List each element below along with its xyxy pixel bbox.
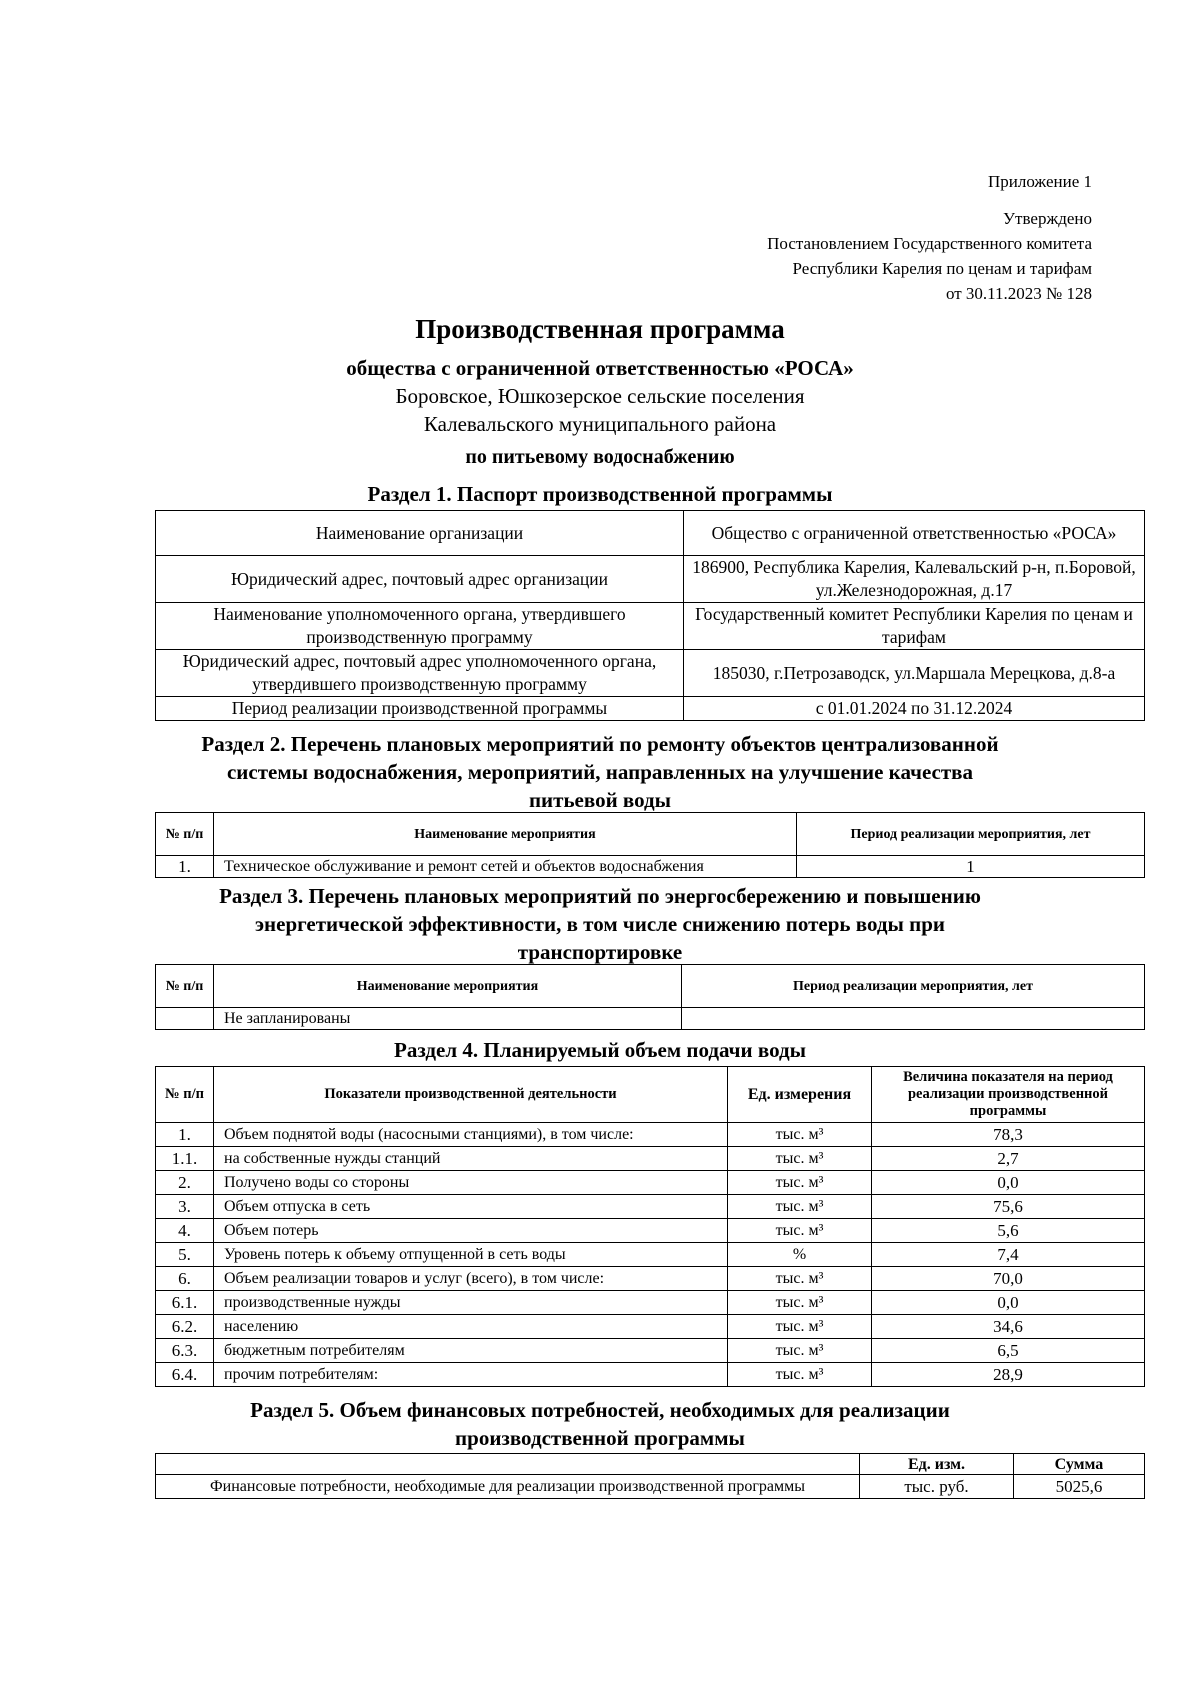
section5-table bbox=[155, 1453, 1145, 1499]
table-cell: тыс. м³ bbox=[728, 1267, 872, 1291]
table-cell: 75,6 bbox=[872, 1195, 1145, 1219]
table-cell: 6.4. bbox=[156, 1363, 214, 1387]
table-cell: 6.1. bbox=[156, 1291, 214, 1315]
table-cell: тыс. м³ bbox=[728, 1363, 872, 1387]
column-header-name: Показатели производственной деятельности bbox=[214, 1067, 728, 1123]
table-header-row bbox=[156, 1454, 1145, 1475]
approval-line: Утверждено bbox=[1003, 209, 1092, 228]
table-cell: 28,9 bbox=[872, 1363, 1145, 1387]
table-cell: 6.3. bbox=[156, 1339, 214, 1363]
table-row bbox=[156, 1195, 1145, 1219]
table-row bbox=[156, 1363, 1145, 1387]
table-cell: 1.1. bbox=[156, 1147, 214, 1171]
location-block bbox=[0, 382, 1200, 438]
table-row bbox=[156, 1339, 1145, 1363]
table-row bbox=[156, 1008, 1145, 1030]
section4-table bbox=[155, 1066, 1145, 1387]
column-header-unit: Ед. измерения bbox=[728, 1067, 872, 1123]
table-cell bbox=[156, 1008, 214, 1030]
table-cell: Наименование уполномоченного органа, утвердившего производственную программу bbox=[156, 603, 684, 650]
table-cell: 2. bbox=[156, 1171, 214, 1195]
table-cell: 185030, г.Петрозаводск, ул.Маршала Мерецкова, д.8-а bbox=[684, 650, 1145, 697]
table-header-row bbox=[156, 813, 1145, 856]
column-header-period: Период реализации мероприятия, лет bbox=[682, 965, 1145, 1008]
column-header-num: № п/п bbox=[156, 1067, 214, 1123]
table-cell: 6. bbox=[156, 1267, 214, 1291]
approval-line: Республики Карелия по ценам и тарифам bbox=[792, 259, 1092, 278]
column-header-period: Период реализации мероприятия, лет bbox=[797, 813, 1145, 856]
table-cell: 4. bbox=[156, 1219, 214, 1243]
section3-table bbox=[155, 964, 1145, 1030]
table-cell: 3. bbox=[156, 1195, 214, 1219]
table-cell: 78,3 bbox=[872, 1123, 1145, 1147]
section5-heading: Раздел 5. Объем финансовых потребностей, необходимых для реализации производственной программы bbox=[250, 1398, 950, 1450]
table-cell: Объем реализации товаров и услуг (всего), в том числе: bbox=[214, 1267, 728, 1291]
column-header-sum: Сумма bbox=[1014, 1454, 1145, 1475]
approval-line: Постановлением Государственного комитета bbox=[767, 234, 1092, 253]
appendix-label: Приложение 1 bbox=[988, 172, 1092, 191]
table-cell: 1. bbox=[156, 1123, 214, 1147]
table-cell: Уровень потерь к объему отпущенной в сеть воды bbox=[214, 1243, 728, 1267]
column-header-value: Величина показателя на период реализации производственной программы bbox=[872, 1067, 1145, 1123]
table-cell: 70,0 bbox=[872, 1267, 1145, 1291]
table-cell: Не запланированы bbox=[214, 1008, 682, 1030]
table-cell: % bbox=[728, 1243, 872, 1267]
table-row bbox=[156, 1147, 1145, 1171]
table-row bbox=[156, 1475, 1145, 1499]
table-cell: 5025,6 bbox=[1014, 1475, 1145, 1499]
activity-label: по питьевому водоснабжению bbox=[465, 446, 735, 468]
table-cell: 186900, Республика Карелия, Калевальский р-н, п.Боровой, ул.Железнодорожная, д.17 bbox=[684, 556, 1145, 603]
table-row bbox=[156, 1291, 1145, 1315]
section3-heading: Раздел 3. Перечень плановых мероприятий по энергосбережению и повышению энергетической эффективности, в том числе снижению потерь воды при транспортировке bbox=[219, 884, 981, 964]
table-cell: 1 bbox=[797, 856, 1145, 878]
table-row bbox=[156, 1171, 1145, 1195]
table-cell: с 01.01.2024 по 31.12.2024 bbox=[684, 697, 1145, 721]
table-row bbox=[156, 697, 1145, 721]
table-cell: Техническое обслуживание и ремонт сетей и объектов водоснабжения bbox=[214, 856, 797, 878]
column-header-unit: Ед. изм. bbox=[860, 1454, 1014, 1475]
location-line: Калевальского муниципального района bbox=[423, 412, 777, 436]
column-header-num: № п/п bbox=[156, 813, 214, 856]
approval-line: от 30.11.2023 № 128 bbox=[945, 284, 1092, 303]
table-row bbox=[156, 603, 1145, 650]
table-header-row bbox=[156, 965, 1145, 1008]
column-header-name: Наименование мероприятия bbox=[214, 965, 682, 1008]
approval-block bbox=[767, 206, 1092, 306]
section2-heading: Раздел 2. Перечень плановых мероприятий по ремонту объектов централизованной системы водоснабжения, мероприятий, направленных на улучшение качества питьевой воды bbox=[201, 732, 999, 812]
column-header-num: № п/п bbox=[156, 965, 214, 1008]
table-cell: Наименование организации bbox=[156, 511, 684, 556]
table-cell: 5. bbox=[156, 1243, 214, 1267]
table-row bbox=[156, 1123, 1145, 1147]
location-line: Боровское, Юшкозерское сельские поселения bbox=[395, 384, 805, 408]
table-cell: прочим потребителям: bbox=[214, 1363, 728, 1387]
table-cell: 1. bbox=[156, 856, 214, 878]
table-cell: тыс. м³ bbox=[728, 1195, 872, 1219]
table-cell: 5,6 bbox=[872, 1219, 1145, 1243]
table-row bbox=[156, 1219, 1145, 1243]
table-cell: тыс. м³ bbox=[728, 1339, 872, 1363]
document-title: Производственная программа bbox=[415, 314, 785, 344]
table-row bbox=[156, 511, 1145, 556]
table-cell: тыс. руб. bbox=[860, 1475, 1014, 1499]
table-cell: тыс. м³ bbox=[728, 1291, 872, 1315]
table-cell: производственные нужды bbox=[214, 1291, 728, 1315]
table-cell: тыс. м³ bbox=[728, 1219, 872, 1243]
table-cell: тыс. м³ bbox=[728, 1123, 872, 1147]
section2-table bbox=[155, 812, 1145, 878]
table-cell: бюджетным потребителям bbox=[214, 1339, 728, 1363]
table-cell: на собственные нужды станций bbox=[214, 1147, 728, 1171]
document-subtitle: общества с ограниченной ответственностью «РОСА» bbox=[346, 356, 854, 380]
table-cell: Период реализации производственной программы bbox=[156, 697, 684, 721]
table-cell: Финансовые потребности, необходимые для реализации производственной программы bbox=[156, 1475, 860, 1499]
table-cell: 0,0 bbox=[872, 1291, 1145, 1315]
table-cell: Объем отпуска в сеть bbox=[214, 1195, 728, 1219]
table-cell: Общество с ограниченной ответственностью «РОСА» bbox=[684, 511, 1145, 556]
table-row bbox=[156, 856, 1145, 878]
section1-heading: Раздел 1. Паспорт производственной программы bbox=[367, 482, 833, 506]
table-cell: 6,5 bbox=[872, 1339, 1145, 1363]
section4-heading: Раздел 4. Планируемый объем подачи воды bbox=[394, 1038, 806, 1062]
table-header-row bbox=[156, 1067, 1145, 1123]
table-cell: Юридический адрес, почтовый адрес уполномоченного органа, утвердившего производственную программу bbox=[156, 650, 684, 697]
table-row bbox=[156, 1315, 1145, 1339]
table-row bbox=[156, 1267, 1145, 1291]
section1-table bbox=[155, 510, 1145, 721]
table-cell: населению bbox=[214, 1315, 728, 1339]
table-row bbox=[156, 556, 1145, 603]
column-header-name: Наименование мероприятия bbox=[214, 813, 797, 856]
table-cell: 7,4 bbox=[872, 1243, 1145, 1267]
table-cell: Объем поднятой воды (насосными станциями), в том числе: bbox=[214, 1123, 728, 1147]
table-cell: Объем потерь bbox=[214, 1219, 728, 1243]
table-cell: Государственный комитет Республики Карелия по ценам и тарифам bbox=[684, 603, 1145, 650]
table-cell: 34,6 bbox=[872, 1315, 1145, 1339]
table-cell: тыс. м³ bbox=[728, 1315, 872, 1339]
table-cell: 2,7 bbox=[872, 1147, 1145, 1171]
table-cell: 6.2. bbox=[156, 1315, 214, 1339]
table-cell: тыс. м³ bbox=[728, 1147, 872, 1171]
table-row bbox=[156, 650, 1145, 697]
table-cell: Юридический адрес, почтовый адрес организации bbox=[156, 556, 684, 603]
table-cell: тыс. м³ bbox=[728, 1171, 872, 1195]
table-cell bbox=[682, 1008, 1145, 1030]
table-row bbox=[156, 1243, 1145, 1267]
table-cell: 0,0 bbox=[872, 1171, 1145, 1195]
table-cell: Получено воды со стороны bbox=[214, 1171, 728, 1195]
column-header-blank bbox=[156, 1454, 860, 1475]
